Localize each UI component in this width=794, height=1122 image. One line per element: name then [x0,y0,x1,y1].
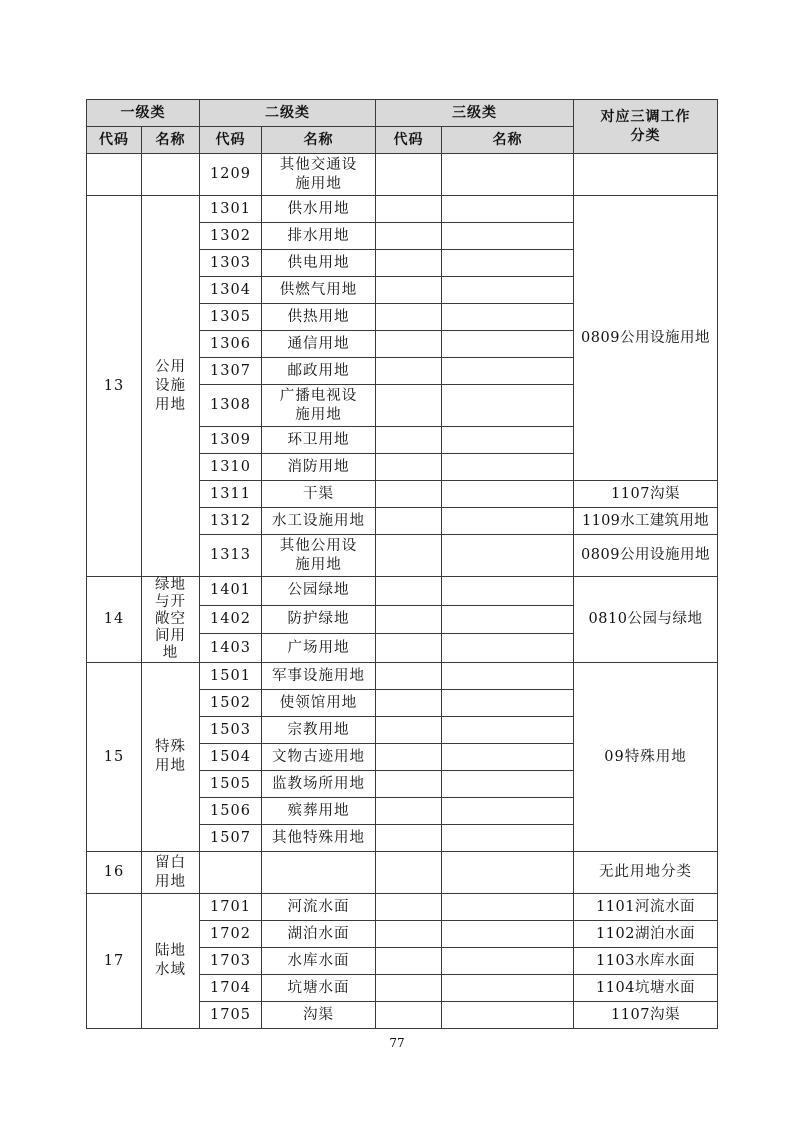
level2-code: 1401 [200,577,262,606]
survey-class: 无此用地分类 [574,852,718,894]
level2-name: 干渠 [262,481,376,508]
level2-name: 水工设施用地 [262,508,376,535]
level2-name-header: 名称 [262,127,376,154]
level2-code: 1502 [200,690,262,717]
table-row [87,663,718,690]
level2-name: 公园绿地 [262,577,376,606]
table-row [87,154,718,196]
level2-name: 供热用地 [262,304,376,331]
level2-name: 沟渠 [262,1002,376,1029]
table-row [87,196,718,223]
survey-class: 1104坑塘水面 [574,975,718,1002]
level2-name: 河流水面 [262,894,376,921]
level2-name: 文物古迹用地 [262,744,376,771]
level2-name: 军事设施用地 [262,663,376,690]
level2-name: 供电用地 [262,250,376,277]
level2-name: 供燃气用地 [262,277,376,304]
level2-name: 排水用地 [262,223,376,250]
level2-name: 其他特殊用地 [262,825,376,852]
level2-code: 1302 [200,223,262,250]
level2-name: 殡葬用地 [262,798,376,825]
level2-code: 1307 [200,358,262,385]
page-number: 77 [389,1036,405,1050]
level3-name-header: 名称 [442,127,574,154]
level2-name: 环卫用地 [262,427,376,454]
level2-code: 1701 [200,894,262,921]
level2-code: 1311 [200,481,262,508]
level2-code-header: 代码 [200,127,262,154]
level1-code: 15 [87,663,142,852]
level2-code: 1310 [200,454,262,481]
survey-class: 1109水工建筑用地 [574,508,718,535]
level2-code: 1703 [200,948,262,975]
survey-class: 09特殊用地 [574,663,718,852]
level2-name: 湖泊水面 [262,921,376,948]
level1-name: 留白用地 [142,852,200,894]
survey-header: 对应三调工作分类 [574,100,718,154]
level1-header: 一级类 [87,100,200,127]
level2-code: 1313 [200,535,262,577]
level1-code-header: 代码 [87,127,142,154]
level2-code: 1506 [200,798,262,825]
survey-class: 1103水库水面 [574,948,718,975]
survey-class: 0809公用设施用地 [574,196,718,481]
level2-code: 1501 [200,663,262,690]
level2-code: 1702 [200,921,262,948]
level3-code-header: 代码 [376,127,442,154]
survey-class: 1102湖泊水面 [574,921,718,948]
survey-class: 1107沟渠 [574,1002,718,1029]
land-classification-table [86,99,718,1029]
level2-name: 其他交通设施用地 [262,154,376,196]
level2-code: 1505 [200,771,262,798]
level2-name: 坑塘水面 [262,975,376,1002]
survey-class: 0809公用设施用地 [574,535,718,577]
level2-code: 1209 [200,154,262,196]
level1-name: 公用设施用地 [142,196,200,577]
level2-code: 1309 [200,427,262,454]
level1-code: 17 [87,894,142,1029]
level2-name: 其他公用设施用地 [262,535,376,577]
level2-code: 1308 [200,385,262,427]
level2-name: 广播电视设施用地 [262,385,376,427]
level3-header: 三级类 [376,100,574,127]
level2-code: 1704 [200,975,262,1002]
level1-name-header: 名称 [142,127,200,154]
level2-name: 使领馆用地 [262,690,376,717]
level2-code: 1507 [200,825,262,852]
level2-name: 监教场所用地 [262,771,376,798]
level1-name: 特殊用地 [142,663,200,852]
level2-name: 邮政用地 [262,358,376,385]
level2-code: 1312 [200,508,262,535]
level2-name: 广场用地 [262,634,376,663]
level2-code: 1504 [200,744,262,771]
level2-code: 1403 [200,634,262,663]
level1-name: 绿地与开敞空间用地 [142,577,200,663]
level1-name: 陆地水域 [142,894,200,1029]
level2-code: 1304 [200,277,262,304]
level1-code: 14 [87,577,142,663]
level2-code: 1402 [200,605,262,634]
level2-name: 防护绿地 [262,605,376,634]
table-row [87,894,718,921]
level2-name: 水库水面 [262,948,376,975]
table-row [87,852,718,894]
level1-code: 13 [87,196,142,577]
survey-class: 1101河流水面 [574,894,718,921]
table-row [87,577,718,606]
level2-code: 1301 [200,196,262,223]
level2-code: 1305 [200,304,262,331]
level2-name: 供水用地 [262,196,376,223]
level2-code: 1306 [200,331,262,358]
level2-name: 通信用地 [262,331,376,358]
survey-class: 0810公园与绿地 [574,577,718,663]
level1-code: 16 [87,852,142,894]
level2-code: 1303 [200,250,262,277]
level2-name: 消防用地 [262,454,376,481]
level2-code: 1503 [200,717,262,744]
level2-code: 1705 [200,1002,262,1029]
survey-class: 1107沟渠 [574,481,718,508]
level2-header: 二级类 [200,100,376,127]
level2-name: 宗教用地 [262,717,376,744]
